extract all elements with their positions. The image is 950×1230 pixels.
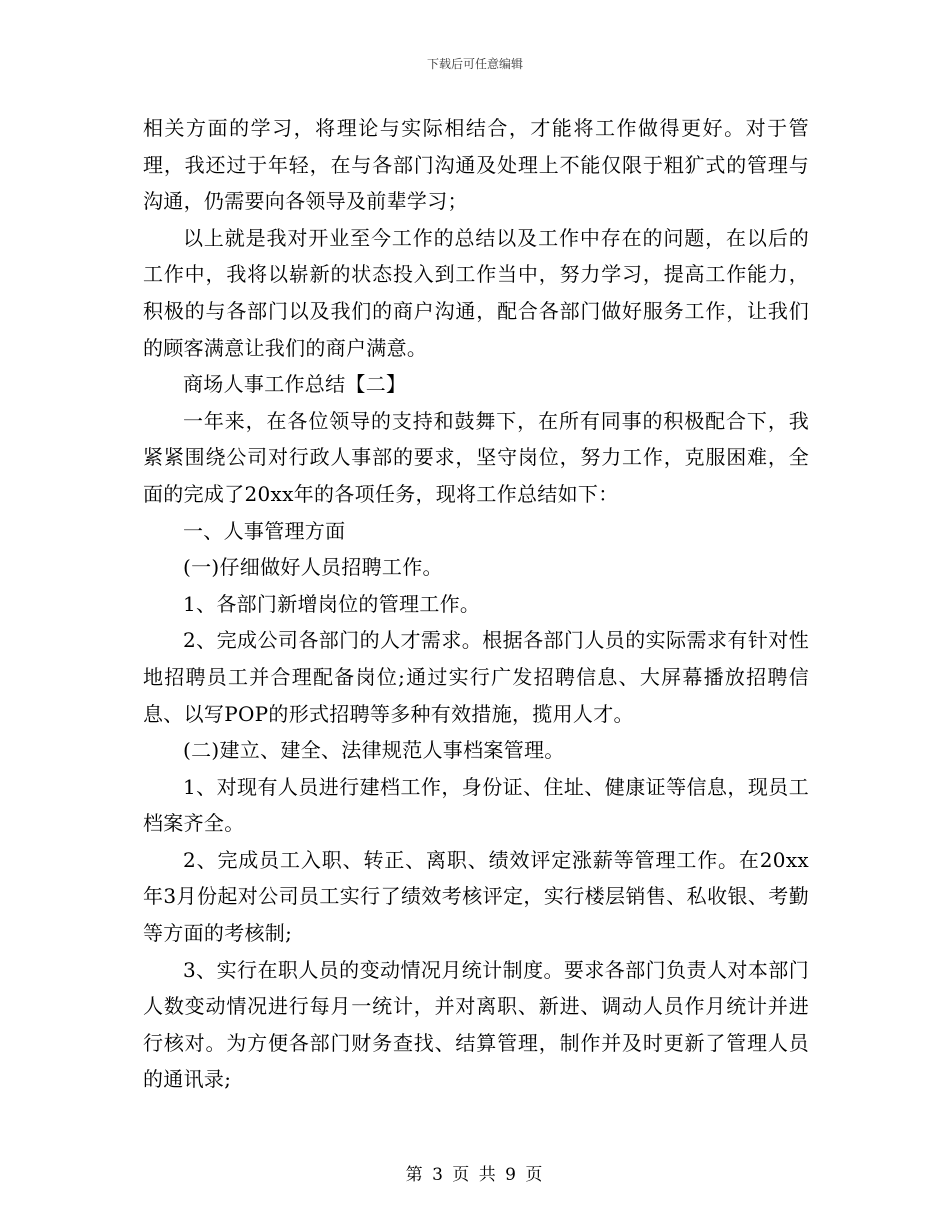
- subheading-recruitment: (一)仔细做好人员招聘工作。: [183, 555, 443, 580]
- paragraph-2: 以上就是我对开业至今工作的总结以及工作中存在的问题，在以后的工作中，我将以崭新的状态投入到工作当中，努力学习，提高工作能力，积极的与各部门以及我们的商户沟通，配合各部门做好服务工作，让我们的顾客满意让我们的商户满意。: [143, 225, 809, 360]
- item-archives-1: 1、对现有人员进行建档工作，身份证、住址、健康证等信息，现员工档案齐全。: [143, 774, 809, 836]
- page-number: 第 3 页 共 9 页: [405, 1165, 545, 1185]
- section-title: 商场人事工作总结【二】: [183, 372, 407, 397]
- paragraph-intro: 一年来，在各位领导的支持和鼓舞下，在所有同事的积极配合下，我紧紧围绕公司对行政人事部的要求，坚守岗位，努力工作，克服困难，全面的完成了20xx年的各项任务，现将工作总结如下：: [143, 408, 809, 506]
- item-archives-2: 2、完成员工入职、转正、离职、绩效评定涨薪等管理工作。在20xx年3月份起对公司员工实行了绩效考核评定，实行楼层销售、私收银、考勤等方面的考核制;: [143, 847, 809, 946]
- page-header: 下载后可任意编辑: [426, 57, 523, 71]
- heading-personnel: 一、人事管理方面: [183, 518, 346, 543]
- item-archives-3: 3、实行在职人员的变动情况月统计制度。要求各部门负责人对本部门人数变动情况进行每月一统计，并对离职、新进、调动人员作月统计并进行核对。为方便各部门财务查找、结算管理，制作并及时更新了管理人员的通讯录;: [143, 957, 809, 1092]
- item-recruitment-1: 1、各部门新增岗位的管理工作。: [183, 591, 481, 616]
- subheading-archives: (二)建立、建全、法律规范人事档案管理。: [183, 738, 565, 763]
- document-body: [143, 110, 809, 1098]
- paragraph-1: 相关方面的学习，将理论与实际相结合，才能将工作做得更好。对于管理，我还过于年轻，在与各部门沟通及处理上不能仅限于粗犷式的管理与沟通，仍需要向各领导及前辈学习；: [143, 116, 809, 214]
- item-recruitment-2: 2、完成公司各部门的人才需求。根据各部门人员的实际需求有针对性地招聘员工并合理配备岗位;通过实行广发招聘信息、大屏幕播放招聘信息、以写POP的形式招聘等多种有效措施，揽用人才。: [143, 628, 809, 726]
